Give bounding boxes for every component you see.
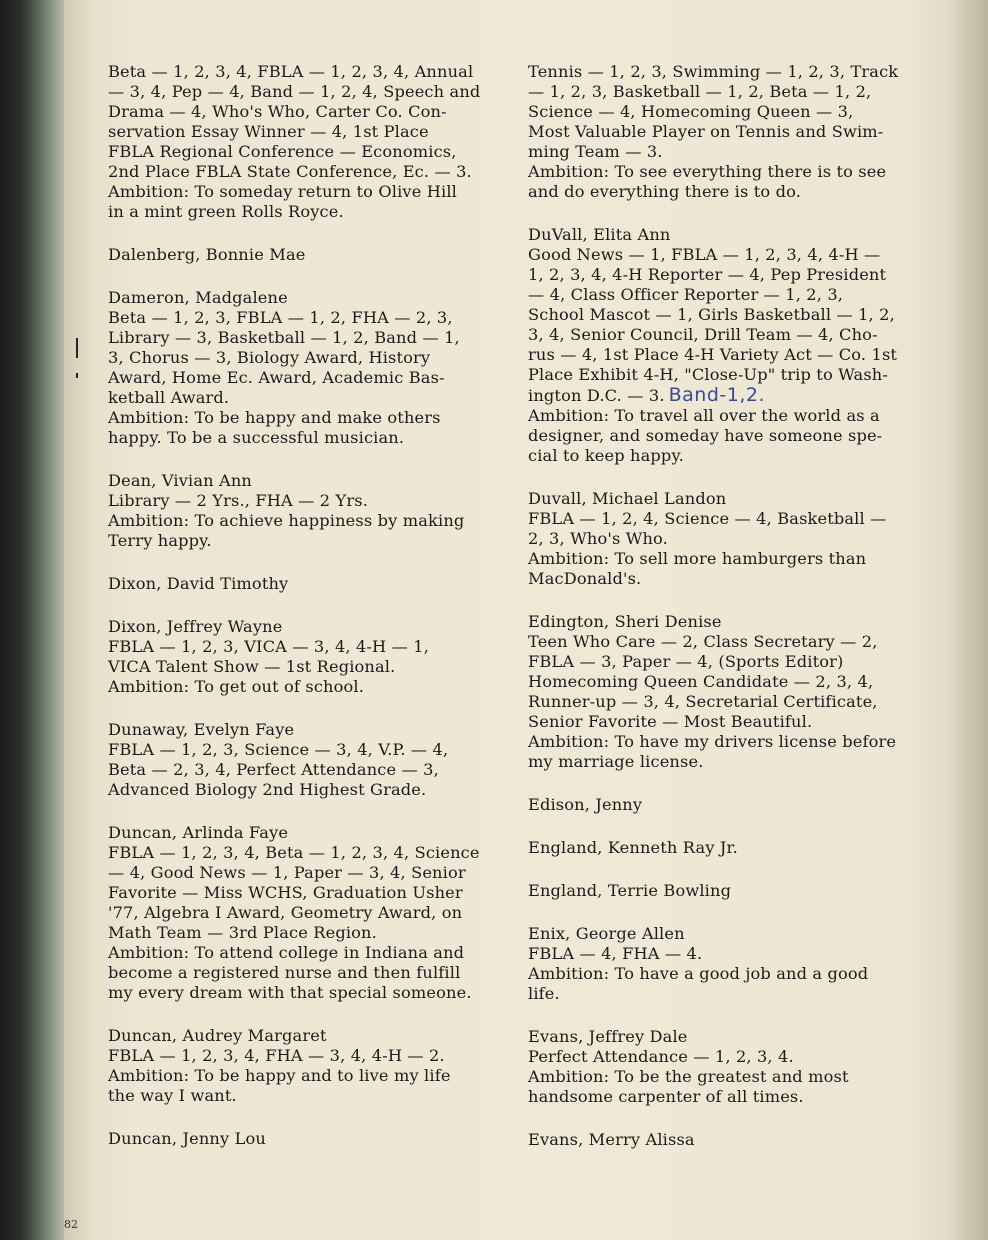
senior-entry	[528, 838, 924, 858]
entry-line: rus — 4, 1st Place 4-H Variety Act — Co. 1st	[528, 345, 898, 364]
entry-line: FBLA — 3, Paper — 4, (Sports Editor)	[528, 652, 844, 671]
entry-line: Homecoming Queen Candidate — 2, 3, 4,	[528, 672, 874, 691]
entry-line: Favorite — Miss WCHS, Graduation Usher	[108, 883, 463, 902]
senior-entry	[108, 720, 494, 800]
entry-line: Ambition: To get out of school.	[108, 677, 365, 696]
entry-line: Ambition: To see everything there is to see	[528, 162, 887, 181]
student-name: Dalenberg, Bonnie Mae	[108, 245, 306, 264]
entry-line: Advanced Biology 2nd Highest Grade.	[108, 780, 427, 799]
entry-line: in a mint green Rolls Royce.	[108, 202, 344, 221]
student-name: Dameron, Madgalene	[108, 288, 288, 307]
entry-line: my marriage license.	[528, 752, 704, 771]
student-name: Duncan, Arlinda Faye	[108, 823, 289, 842]
entry-line: Terry happy.	[108, 531, 212, 550]
entry-line: ington D.C. — 3. Band-1,2.	[528, 384, 766, 406]
senior-entry	[108, 574, 494, 594]
handwritten-note: Band-1,2.	[668, 384, 766, 406]
entry-line: Ambition: To have a good job and a good	[528, 964, 869, 983]
student-name: Enix, George Allen	[528, 924, 685, 943]
entry-line: Beta — 1, 2, 3, FBLA — 1, 2, FHA — 2, 3,	[108, 308, 453, 327]
entry-line: Ambition: To be the greatest and most	[528, 1067, 849, 1086]
entry-line: VICA Talent Show — 1st Regional.	[108, 657, 396, 676]
page-edge-shadow	[948, 0, 988, 1240]
senior-entry	[528, 881, 924, 901]
left-column	[108, 62, 494, 1172]
entry-line: ketball Award.	[108, 388, 230, 407]
senior-entry	[108, 62, 494, 222]
page-number: 82	[64, 1218, 78, 1231]
entry-line: Perfect Attendance — 1, 2, 3, 4.	[528, 1047, 794, 1066]
entry-line: 1, 2, 3, 4, 4-H Reporter — 4, Pep President	[528, 265, 887, 284]
entry-line: FBLA Regional Conference — Economics,	[108, 142, 457, 161]
senior-entry	[528, 1027, 924, 1107]
entry-line: 3, 4, Senior Council, Drill Team — 4, Cho-	[528, 325, 878, 344]
entry-line: Good News — 1, FBLA — 1, 2, 3, 4, 4-H —	[528, 245, 881, 264]
entry-line: Senior Favorite — Most Beautiful.	[528, 712, 813, 731]
entry-line: FBLA — 1, 2, 3, VICA — 3, 4, 4-H — 1,	[108, 637, 429, 656]
student-name: Dixon, David Timothy	[108, 574, 289, 593]
entry-line: Drama — 4, Who's Who, Carter Co. Con-	[108, 102, 447, 121]
student-name: Evans, Jeffrey Dale	[528, 1027, 688, 1046]
margin-mark-bar	[76, 338, 78, 358]
entry-line: FBLA — 1, 2, 3, 4, FHA — 3, 4, 4-H — 2.	[108, 1046, 445, 1065]
senior-entry	[528, 612, 924, 772]
entry-line: Ambition: To travel all over the world as a	[528, 406, 880, 425]
book-binding	[0, 0, 70, 1240]
student-name: Duncan, Audrey Margaret	[108, 1026, 327, 1045]
senior-entry	[108, 288, 494, 448]
entry-line: Beta — 2, 3, 4, Perfect Attendance — 3,	[108, 760, 439, 779]
entry-line: Science — 4, Homecoming Queen — 3,	[528, 102, 854, 121]
entry-line: — 4, Class Officer Reporter — 1, 2, 3,	[528, 285, 844, 304]
entry-line: FBLA — 1, 2, 4, Science — 4, Basketball —	[528, 509, 887, 528]
entry-line: FBLA — 1, 2, 3, 4, Beta — 1, 2, 3, 4, Science	[108, 843, 480, 862]
student-name: Duncan, Jenny Lou	[108, 1129, 266, 1148]
entry-line: 3, Chorus — 3, Biology Award, History	[108, 348, 431, 367]
entry-line: Beta — 1, 2, 3, 4, FBLA — 1, 2, 3, 4, Annual	[108, 62, 474, 81]
student-name: England, Terrie Bowling	[528, 881, 732, 900]
entry-line: life.	[528, 984, 560, 1003]
senior-entry	[108, 245, 494, 265]
entry-line: handsome carpenter of all times.	[528, 1087, 804, 1106]
student-name: Dean, Vivian Ann	[108, 471, 252, 490]
entry-line: 2, 3, Who's Who.	[528, 529, 668, 548]
entry-line: Runner-up — 3, 4, Secretarial Certificate,	[528, 692, 878, 711]
entry-line: Ambition: To sell more hamburgers than	[528, 549, 867, 568]
entry-line: Ambition: To be happy and to live my life	[108, 1066, 451, 1085]
entry-line: Library — 2 Yrs., FHA — 2 Yrs.	[108, 491, 368, 510]
entry-line: my every dream with that special someone.	[108, 983, 472, 1002]
senior-entry	[108, 471, 494, 551]
senior-entry	[528, 1130, 924, 1150]
entry-line: 2nd Place FBLA State Conference, Ec. — 3.	[108, 162, 472, 181]
entry-line: happy. To be a successful musician.	[108, 428, 405, 447]
student-name: England, Kenneth Ray Jr.	[528, 838, 738, 857]
entry-line: Ambition: To achieve happiness by making	[108, 511, 465, 530]
senior-entry	[108, 1129, 494, 1149]
senior-entry	[108, 823, 494, 1003]
right-column	[528, 62, 924, 1173]
entry-line: School Mascot — 1, Girls Basketball — 1, 2,	[528, 305, 895, 324]
entry-line: Library — 3, Basketball — 1, 2, Band — 1,	[108, 328, 460, 347]
entry-line: designer, and someday have someone spe-	[528, 426, 883, 445]
entry-line: FBLA — 1, 2, 3, Science — 3, 4, V.P. — 4,	[108, 740, 449, 759]
entry-line: '77, Algebra I Award, Geometry Award, on	[108, 903, 463, 922]
entry-line: become a registered nurse and then fulfill	[108, 963, 461, 982]
entry-line: ming Team — 3.	[528, 142, 663, 161]
entry-line: — 3, 4, Pep — 4, Band — 1, 2, 4, Speech and	[108, 82, 481, 101]
margin-mark-dot	[76, 373, 78, 378]
student-name: Duvall, Michael Landon	[528, 489, 727, 508]
entry-line: — 4, Good News — 1, Paper — 3, 4, Senior	[108, 863, 466, 882]
senior-entry	[528, 225, 924, 466]
entry-line: Tennis — 1, 2, 3, Swimming — 1, 2, 3, Track	[528, 62, 899, 81]
entry-line: MacDonald's.	[528, 569, 642, 588]
student-name: Dunaway, Evelyn Faye	[108, 720, 295, 739]
entry-line: Award, Home Ec. Award, Academic Bas-	[108, 368, 445, 387]
senior-entry	[528, 924, 924, 1004]
entry-line: cial to keep happy.	[528, 446, 684, 465]
student-name: Dixon, Jeffrey Wayne	[108, 617, 283, 636]
entry-line: Ambition: To someday return to Olive Hill	[108, 182, 457, 201]
entry-line: Ambition: To have my drivers license before	[528, 732, 897, 751]
senior-entry	[528, 62, 924, 202]
senior-entry	[528, 795, 924, 815]
entry-line: Most Valuable Player on Tennis and Swim-	[528, 122, 884, 141]
entry-line: Ambition: To attend college in Indiana and	[108, 943, 465, 962]
entry-line: and do everything there is to do.	[528, 182, 801, 201]
student-name: DuVall, Elita Ann	[528, 225, 671, 244]
entry-line: the way I want.	[108, 1086, 237, 1105]
senior-entry	[108, 1026, 494, 1106]
entry-line: Teen Who Care — 2, Class Secretary — 2,	[528, 632, 878, 651]
entry-line: Math Team — 3rd Place Region.	[108, 923, 377, 942]
senior-entry	[528, 489, 924, 589]
entry-line: — 1, 2, 3, Basketball — 1, 2, Beta — 1, 2,	[528, 82, 872, 101]
student-name: Evans, Merry Alissa	[528, 1130, 695, 1149]
senior-entry	[108, 617, 494, 697]
student-name: Edington, Sheri Denise	[528, 612, 722, 631]
entry-line: FBLA — 4, FHA — 4.	[528, 944, 703, 963]
entry-line: Ambition: To be happy and make others	[108, 408, 441, 427]
entry-line: servation Essay Winner — 4, 1st Place	[108, 122, 429, 141]
student-name: Edison, Jenny	[528, 795, 643, 814]
entry-line: Place Exhibit 4-H, "Close-Up" trip to Wash-	[528, 365, 888, 384]
